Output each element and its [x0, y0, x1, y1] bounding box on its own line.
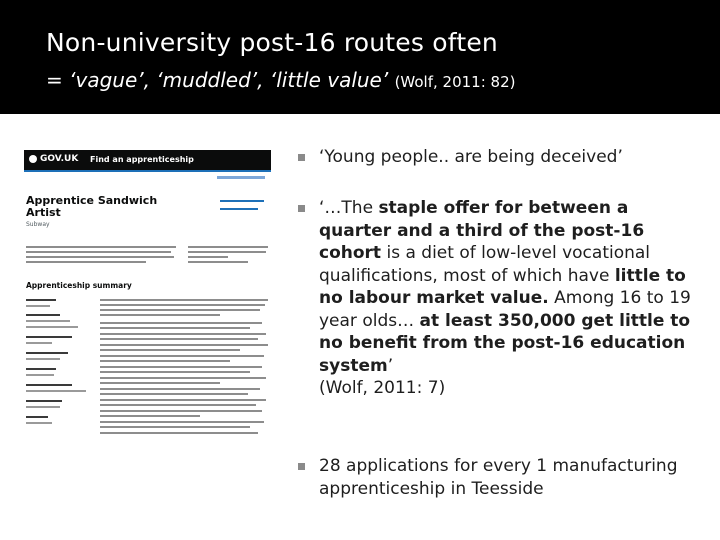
summary-label-line	[26, 400, 62, 402]
quote-emphasis: little to no labour market value.	[319, 265, 686, 308]
quote-segment: ‘…The	[319, 198, 379, 218]
body-line	[100, 388, 260, 390]
summary-value-line	[26, 358, 60, 360]
body-line	[100, 333, 266, 335]
body-line	[100, 393, 248, 395]
body-line	[100, 349, 240, 351]
body-line	[100, 304, 265, 306]
summary-label-line	[26, 336, 72, 338]
body-line	[100, 432, 258, 434]
body-line	[100, 399, 266, 401]
body-line	[100, 314, 220, 316]
quote-segment: Among 16 to 19 year olds…	[319, 288, 691, 331]
quote-emphasis: staple offer for between a quarter and a third of the post-16 cohort	[319, 198, 645, 263]
body-line	[100, 355, 264, 357]
crown-icon	[29, 155, 37, 163]
side-link-line	[220, 208, 258, 210]
summary-value-line	[26, 326, 78, 328]
body-line	[100, 377, 266, 379]
summary-value-line	[26, 305, 50, 307]
body-line	[100, 382, 220, 384]
side-link-line	[220, 200, 264, 202]
slide-title: Non-university post-16 routes often	[46, 28, 498, 57]
quote-segment: ’	[387, 355, 394, 376]
gov-header-bar	[24, 150, 271, 170]
summary-value-line	[26, 390, 86, 392]
quote-citation: (Wolf, 2011: 7)	[319, 378, 446, 398]
summary-label-line	[26, 314, 60, 316]
description-line	[188, 251, 266, 253]
quote-segment: is a diet of low-level vocational qualifications, most of which have	[319, 243, 651, 286]
description-line	[26, 256, 174, 258]
quote-emphasis: at least 350,000 get little to no benefit from the post-16 education system	[319, 310, 691, 376]
title-band	[0, 0, 720, 114]
summary-value-line	[26, 320, 70, 322]
bullet-text: ‘Young people.. are being deceived’	[319, 147, 623, 167]
job-title: Apprentice Sandwich Artist	[26, 194, 158, 219]
apprenticeship-listing-screenshot	[24, 150, 271, 446]
body-line	[100, 344, 268, 346]
summary-heading: Apprenticeship summary	[26, 281, 132, 290]
header-link-line	[217, 176, 265, 179]
bullet-marker	[298, 463, 305, 470]
description-line	[26, 251, 171, 253]
bullet-marker	[298, 205, 305, 212]
summary-label-line	[26, 368, 56, 370]
description-line	[188, 261, 248, 263]
summary-label-line	[26, 299, 56, 301]
subtitle-prefix: =	[46, 68, 70, 92]
bullet-text	[319, 197, 704, 400]
summary-label-line	[26, 352, 68, 354]
bullet-text: 28 applications for every 1 manufacturing apprenticeship in Teesside	[319, 456, 678, 499]
summary-value-line	[26, 342, 52, 344]
body-line	[100, 410, 262, 412]
body-line	[100, 360, 230, 362]
body-line	[100, 299, 268, 301]
gov-site-name: GOV.UK	[40, 154, 79, 164]
body-line	[100, 309, 260, 311]
gov-header-underline	[24, 170, 271, 172]
summary-value-line	[26, 406, 60, 408]
body-line	[100, 404, 256, 406]
subtitle-citation: (Wolf, 2011: 82)	[394, 73, 516, 91]
gov-logo	[29, 154, 78, 164]
body-line	[100, 338, 258, 340]
employer-name: Subway	[26, 221, 50, 228]
body-line	[100, 421, 264, 423]
body-line	[100, 327, 250, 329]
summary-value-line	[26, 374, 54, 376]
description-line	[188, 246, 268, 248]
body-line	[100, 415, 200, 417]
summary-value-line	[26, 422, 52, 424]
subtitle-quote-terms: ‘vague’, ‘muddled’, ‘little value’	[69, 68, 389, 92]
body-line	[100, 371, 250, 373]
body-line	[100, 426, 250, 428]
body-line	[100, 322, 262, 324]
bullet-marker	[298, 154, 305, 161]
description-line	[26, 261, 146, 263]
description-line	[188, 256, 228, 258]
body-line	[100, 366, 262, 368]
description-line	[26, 246, 176, 248]
summary-label-line	[26, 416, 48, 418]
slide-subtitle	[46, 68, 515, 92]
summary-label-line	[26, 384, 72, 386]
gov-service-name: Find an apprenticeship	[90, 155, 194, 164]
